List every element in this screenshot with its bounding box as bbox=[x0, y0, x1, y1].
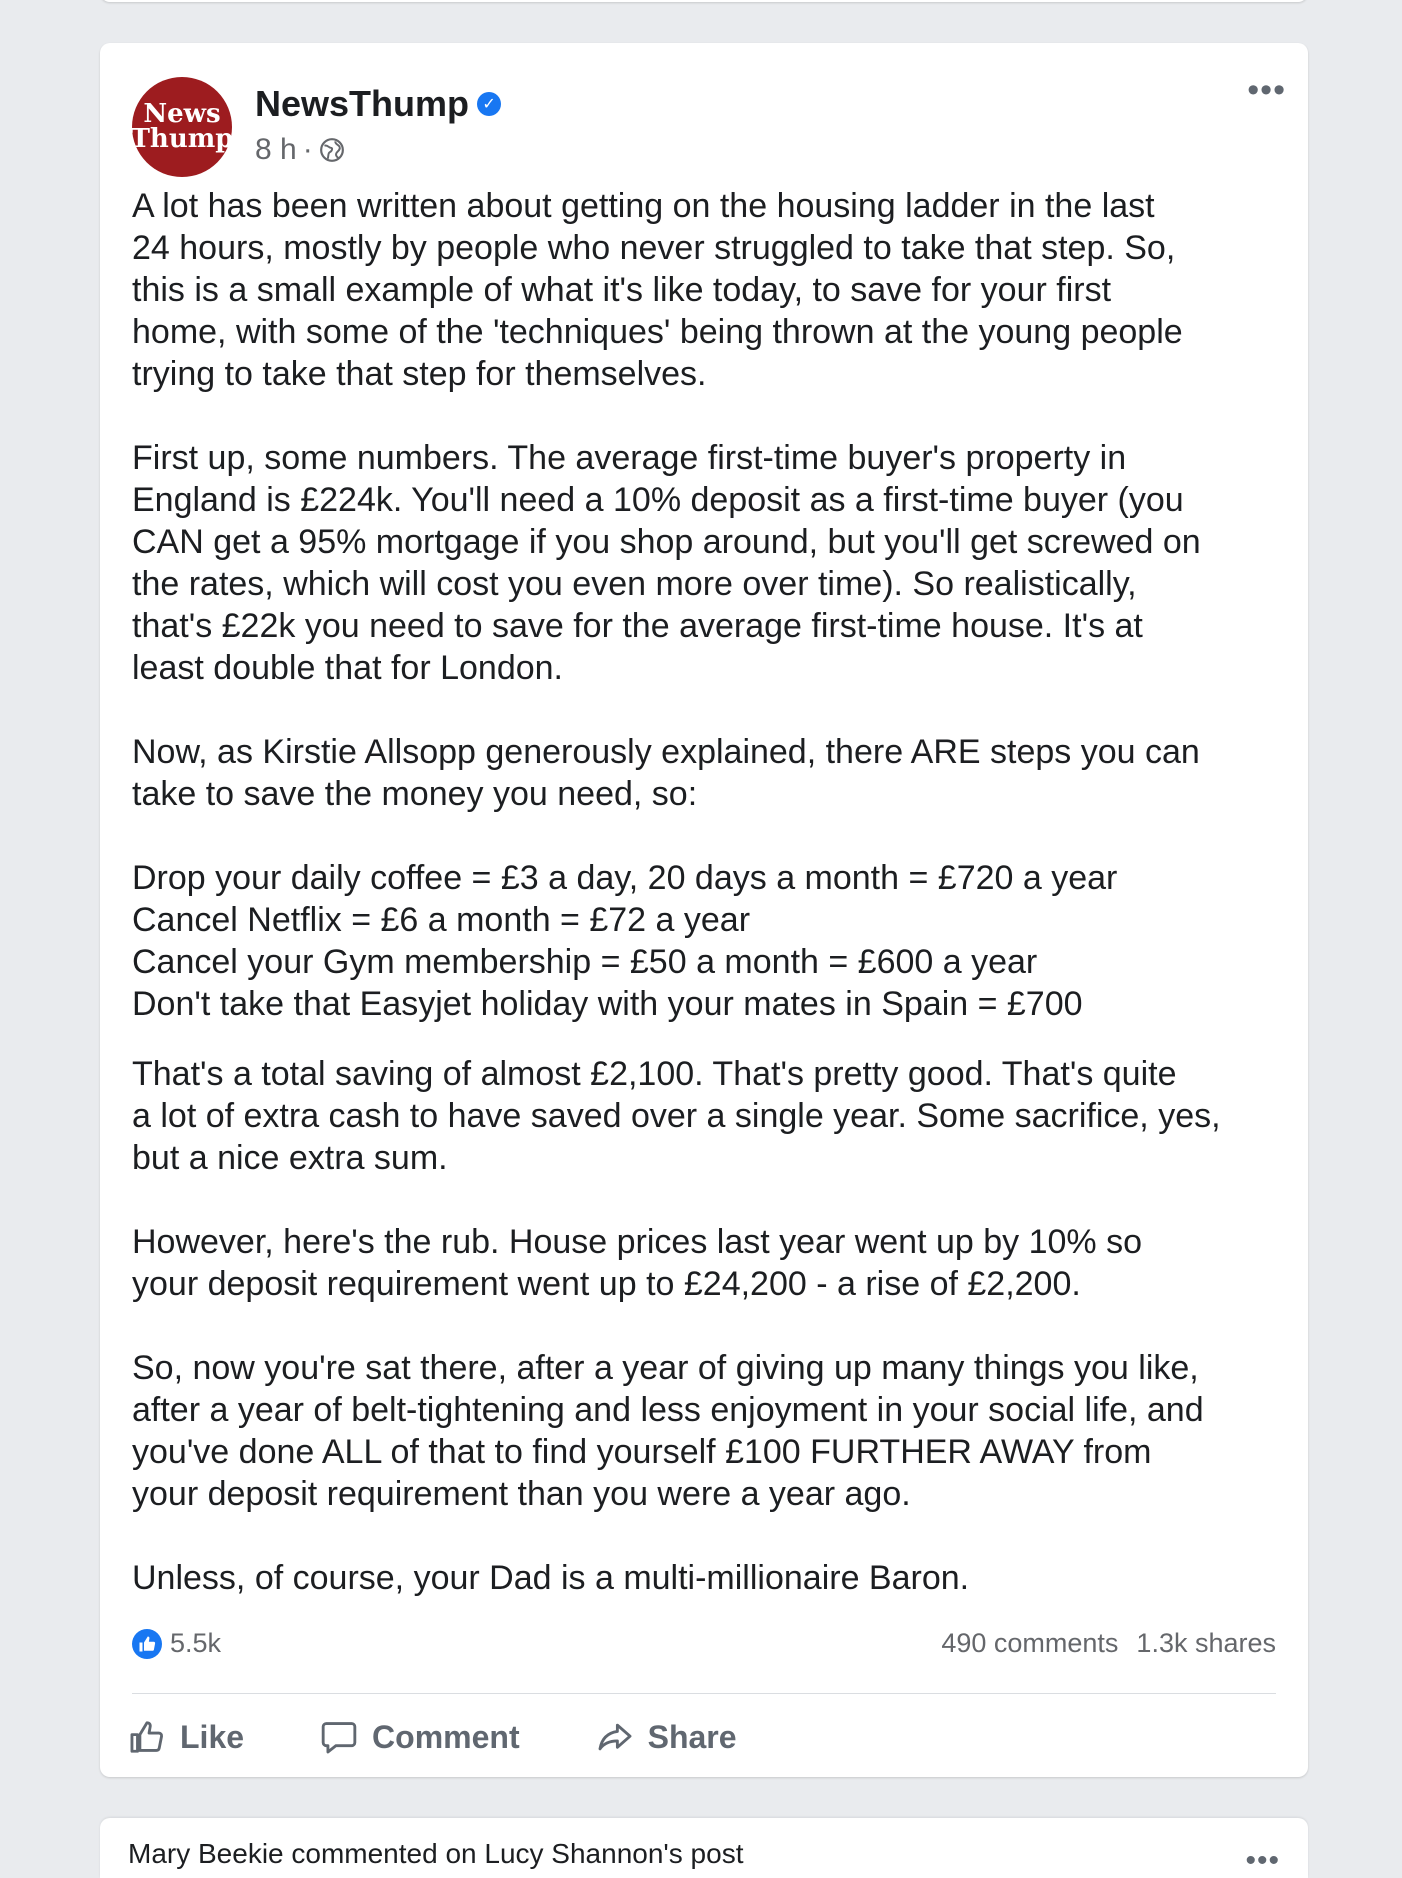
post-paragraph: Drop your daily coffee = £3 a day, 20 days a month = £720 a year Cancel Netflix = £6 a month = £72 a year Cancel your Gym membership = £50 a month = £600 a year Don't take that Easyjet holiday with your mates in Spain = £700 bbox=[132, 859, 1118, 1023]
post-paragraph: However, here's the rub. House prices last year went up by 10% so your deposit requirement went up to £24,200 - a rise of £2,200. bbox=[132, 1223, 1143, 1303]
post-paragraph: Now, as Kirstie Allsopp generously explained, there ARE steps you can take to save the money you need, so: bbox=[132, 733, 1200, 813]
post-paragraph: A lot has been written about getting on the housing ladder in the last 24 hours, mostly by people who never struggled to take that step. So, this is a small example of what it's like today, to save for your first home, with some of the 'techniques' being thrown at the young people trying to take that step for themselves. bbox=[132, 187, 1183, 393]
reactions-count: 5.5k bbox=[170, 1628, 222, 1658]
post-meta bbox=[255, 133, 345, 167]
actions-divider bbox=[132, 1693, 1276, 1694]
post-time[interactable]: 8 h bbox=[255, 133, 297, 166]
post-paragraph: That's a total saving of almost £2,100. That's pretty good. That's quite a lot of extra cash to have saved over a single year. Some sacrifice, yes, but a nice extra sum. bbox=[132, 1055, 1221, 1177]
comment-icon bbox=[320, 1718, 358, 1756]
meta-separator: · bbox=[302, 133, 313, 166]
post-stats bbox=[132, 1628, 1276, 1659]
post-actions bbox=[128, 1718, 737, 1756]
next-post-options-icon[interactable]: ••• bbox=[1245, 1844, 1280, 1877]
post-paragraph: First up, some numbers. The average first-time buyer's property in England is £224k. You'll need a 10% deposit as a first-time buyer (you CAN get a 95% mortgage if you shop around, but you'll get screwed on the rates, which will cost you even more over time). So realistically, that's £22k you need to save for the average first-time house. It's at least double that for London. bbox=[132, 439, 1201, 687]
verified-badge-icon: ✓ bbox=[477, 92, 501, 116]
post-card bbox=[100, 43, 1308, 1777]
like-button[interactable] bbox=[128, 1718, 244, 1756]
avatar-text-line-2: Thump bbox=[130, 124, 234, 154]
share-button[interactable] bbox=[596, 1718, 737, 1756]
share-label: Share bbox=[647, 1718, 737, 1755]
comments-count[interactable]: 490 comments bbox=[941, 1628, 1119, 1658]
page-name[interactable]: NewsThump bbox=[255, 83, 470, 124]
reactions-summary[interactable] bbox=[132, 1628, 221, 1659]
comment-label: Comment bbox=[372, 1718, 520, 1755]
thumbs-up-reaction-icon bbox=[132, 1629, 162, 1659]
thumbs-up-icon bbox=[128, 1718, 166, 1756]
page-avatar[interactable] bbox=[132, 77, 232, 177]
post-header bbox=[255, 83, 501, 125]
next-post-card bbox=[100, 1818, 1308, 1878]
post-options-icon[interactable]: ••• bbox=[1247, 71, 1286, 109]
share-arrow-icon bbox=[596, 1718, 634, 1756]
globe-icon bbox=[319, 137, 345, 163]
post-paragraph: So, now you're sat there, after a year of giving up many things you like, after a year of belt-tightening and less enjoyment in your social life, and you've done ALL of that to find yourself £100 FURTHER AWAY from your deposit requirement than you were a year ago. bbox=[132, 1349, 1204, 1513]
like-label: Like bbox=[180, 1718, 245, 1755]
shares-count[interactable]: 1.3k shares bbox=[1136, 1628, 1276, 1658]
comment-button[interactable] bbox=[320, 1718, 520, 1756]
post-body bbox=[132, 185, 1292, 1641]
next-story-text[interactable]: Mary Beekie commented on Lucy Shannon's post bbox=[128, 1838, 744, 1869]
previous-post-card bbox=[100, 0, 1308, 2]
avatar-text-line-1: News bbox=[143, 98, 221, 129]
post-paragraph: Unless, of course, your Dad is a multi-millionaire Baron. bbox=[132, 1559, 970, 1597]
